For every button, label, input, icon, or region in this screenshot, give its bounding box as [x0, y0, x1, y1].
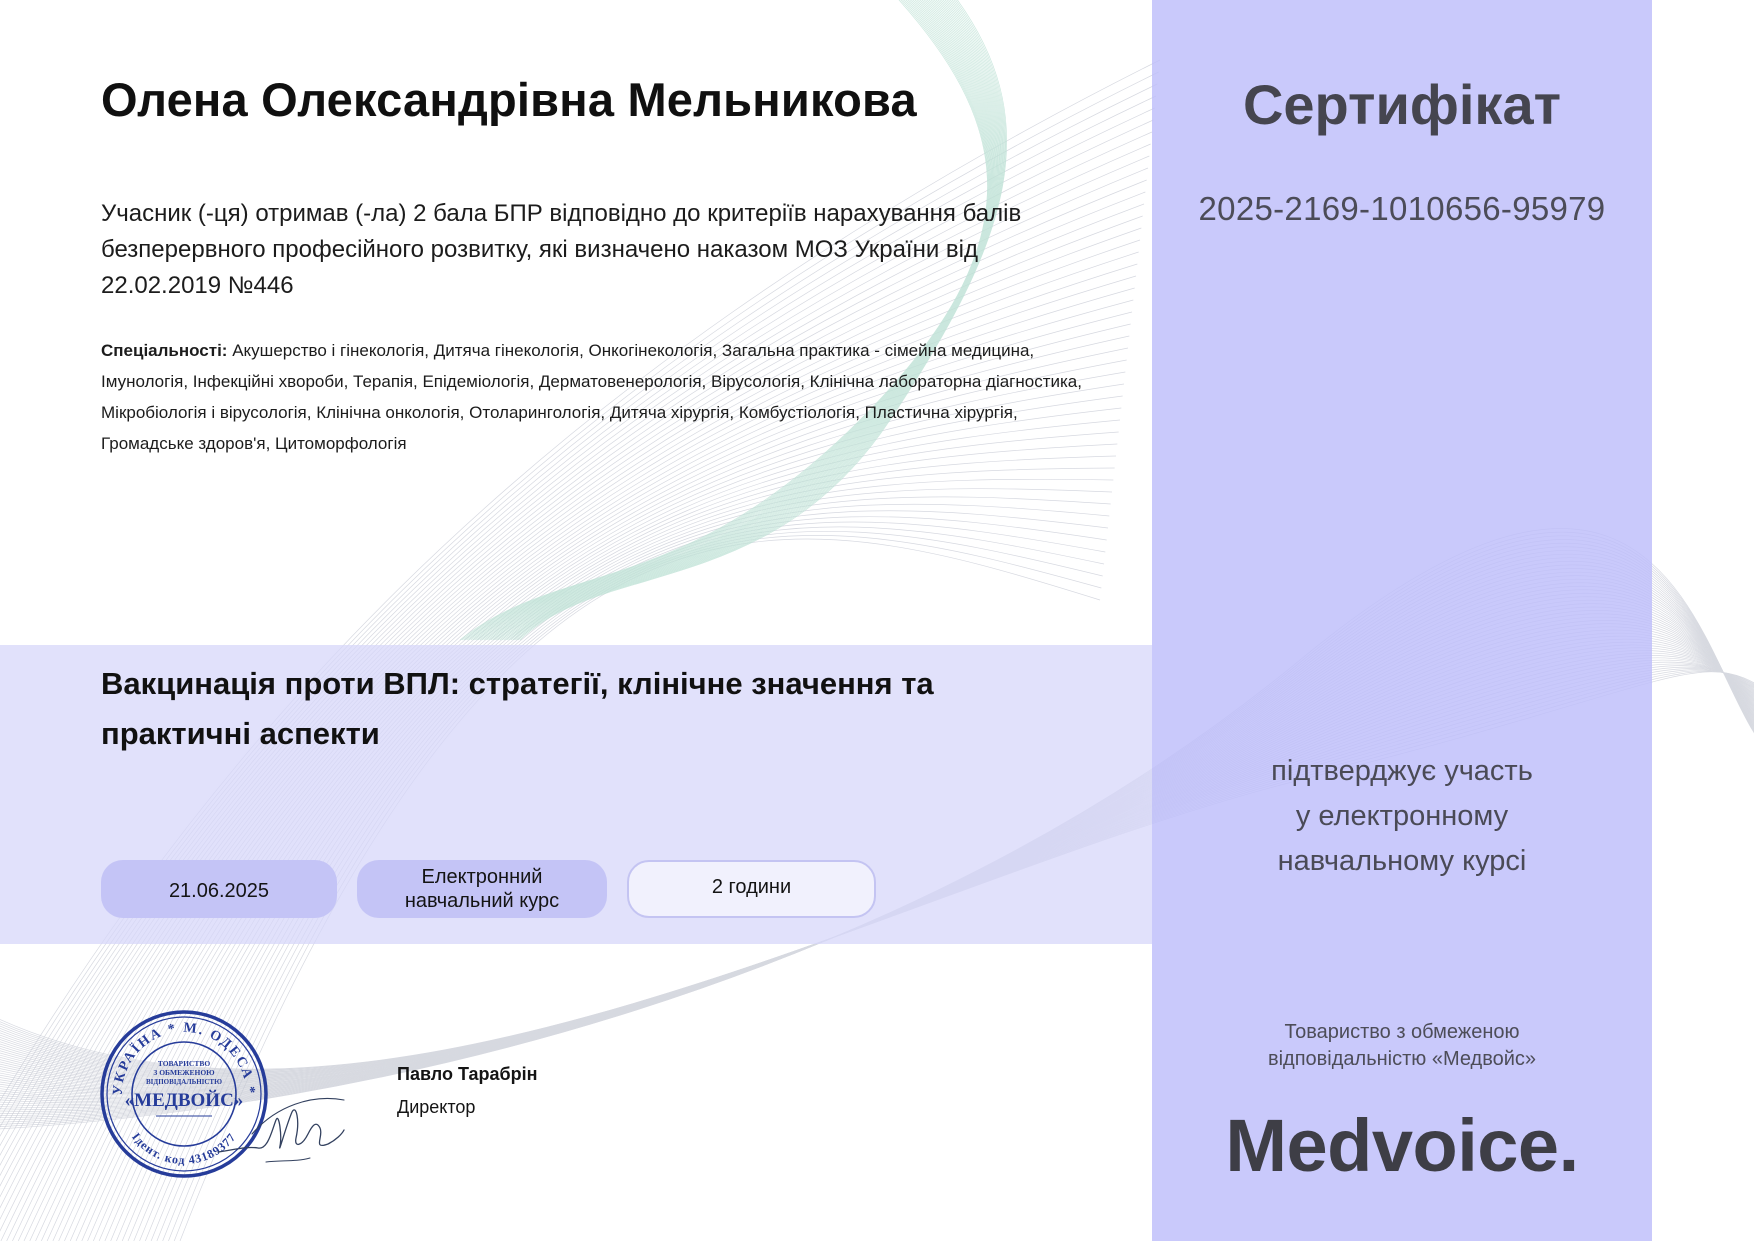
certificate-title: Сертифікат [1242, 73, 1562, 136]
stamp-inner-line1: ТОВАРИСТВО [157, 1059, 211, 1068]
stamp-bottom-text: Ідент. код 43189377 [129, 1130, 239, 1168]
director-signature [216, 1090, 346, 1172]
stamp-name: «МЕДВОЙС» [124, 1090, 244, 1111]
confirm-line1: підтверджує участь [1271, 755, 1533, 787]
stamp-outer-text: УКРАЇНА * М. ОДЕСА * [110, 1020, 258, 1096]
director-role: Директор [397, 1097, 476, 1117]
holder-name: Олена Олександрівна Мельникова [101, 73, 917, 126]
director-name: Павло Тарабрін [397, 1064, 538, 1084]
certificate-number: 2025-2169-1010656-95979 [1198, 190, 1606, 227]
company-line2: відповідальністю «Медвойс» [1267, 1048, 1537, 1070]
course-type-badge [357, 860, 607, 918]
logo-dot: . [1558, 1104, 1579, 1187]
specialties-label: Спеціальності: [101, 341, 228, 360]
course-type [405, 865, 559, 913]
course-hours-badge [627, 860, 876, 918]
specialties-list: Акушерство і гінекологія, Дитяча гінекологія, Онкогінекологія, Загальна практика - сімейна медицина, Імунологія, Інфекційні хвороби, Терапія, Епідеміологія, Дерматовенерологія, Вірусологія, Клінічна лабораторна діагностика, Мікробіологія і вірусологія, Клінічна онкологія, Отоларингологія, Дитяча хірургія, Комбустіологія, Пластична хірургія, Громадське здоров'я, Цитоморфологія [101, 341, 1082, 453]
company-line1: Товариство з обмеженою [1284, 1021, 1520, 1043]
course-date: 21.06.2025 [168, 880, 270, 902]
course-hours: 2 години [711, 876, 792, 898]
stamp-inner-line2: З ОБМЕЖЕНОЮ [153, 1068, 215, 1077]
specialties-text [101, 335, 1091, 459]
course-date-badge [101, 860, 337, 918]
stamp-inner-line3: ВІДПОВІДАЛЬНІСТЮ [146, 1078, 222, 1086]
course-type-line1: Електронний [421, 866, 543, 888]
logo-text: Medvoice [1225, 1104, 1559, 1187]
medvoice-logo [1152, 1103, 1652, 1188]
confirm-line2: у електронному [1295, 800, 1509, 832]
issuer-company [1152, 1019, 1652, 1073]
course-title: Вакцинація проти ВПЛ: стратегії, клінічне значення та практичні аспекти [101, 666, 934, 751]
points-statement: Учасник (-ця) отримав (-ла) 2 бала БПР відповідно до критеріїв нарахування балів безперервного професійного розвитку, які визначено наказом МОЗ України від 22.02.2019 №446 [101, 200, 1022, 299]
confirm-line3: навчальному курсі [1277, 845, 1527, 877]
participation-confirmation [1152, 749, 1652, 884]
course-type-line2: навчальний курс [404, 890, 560, 912]
